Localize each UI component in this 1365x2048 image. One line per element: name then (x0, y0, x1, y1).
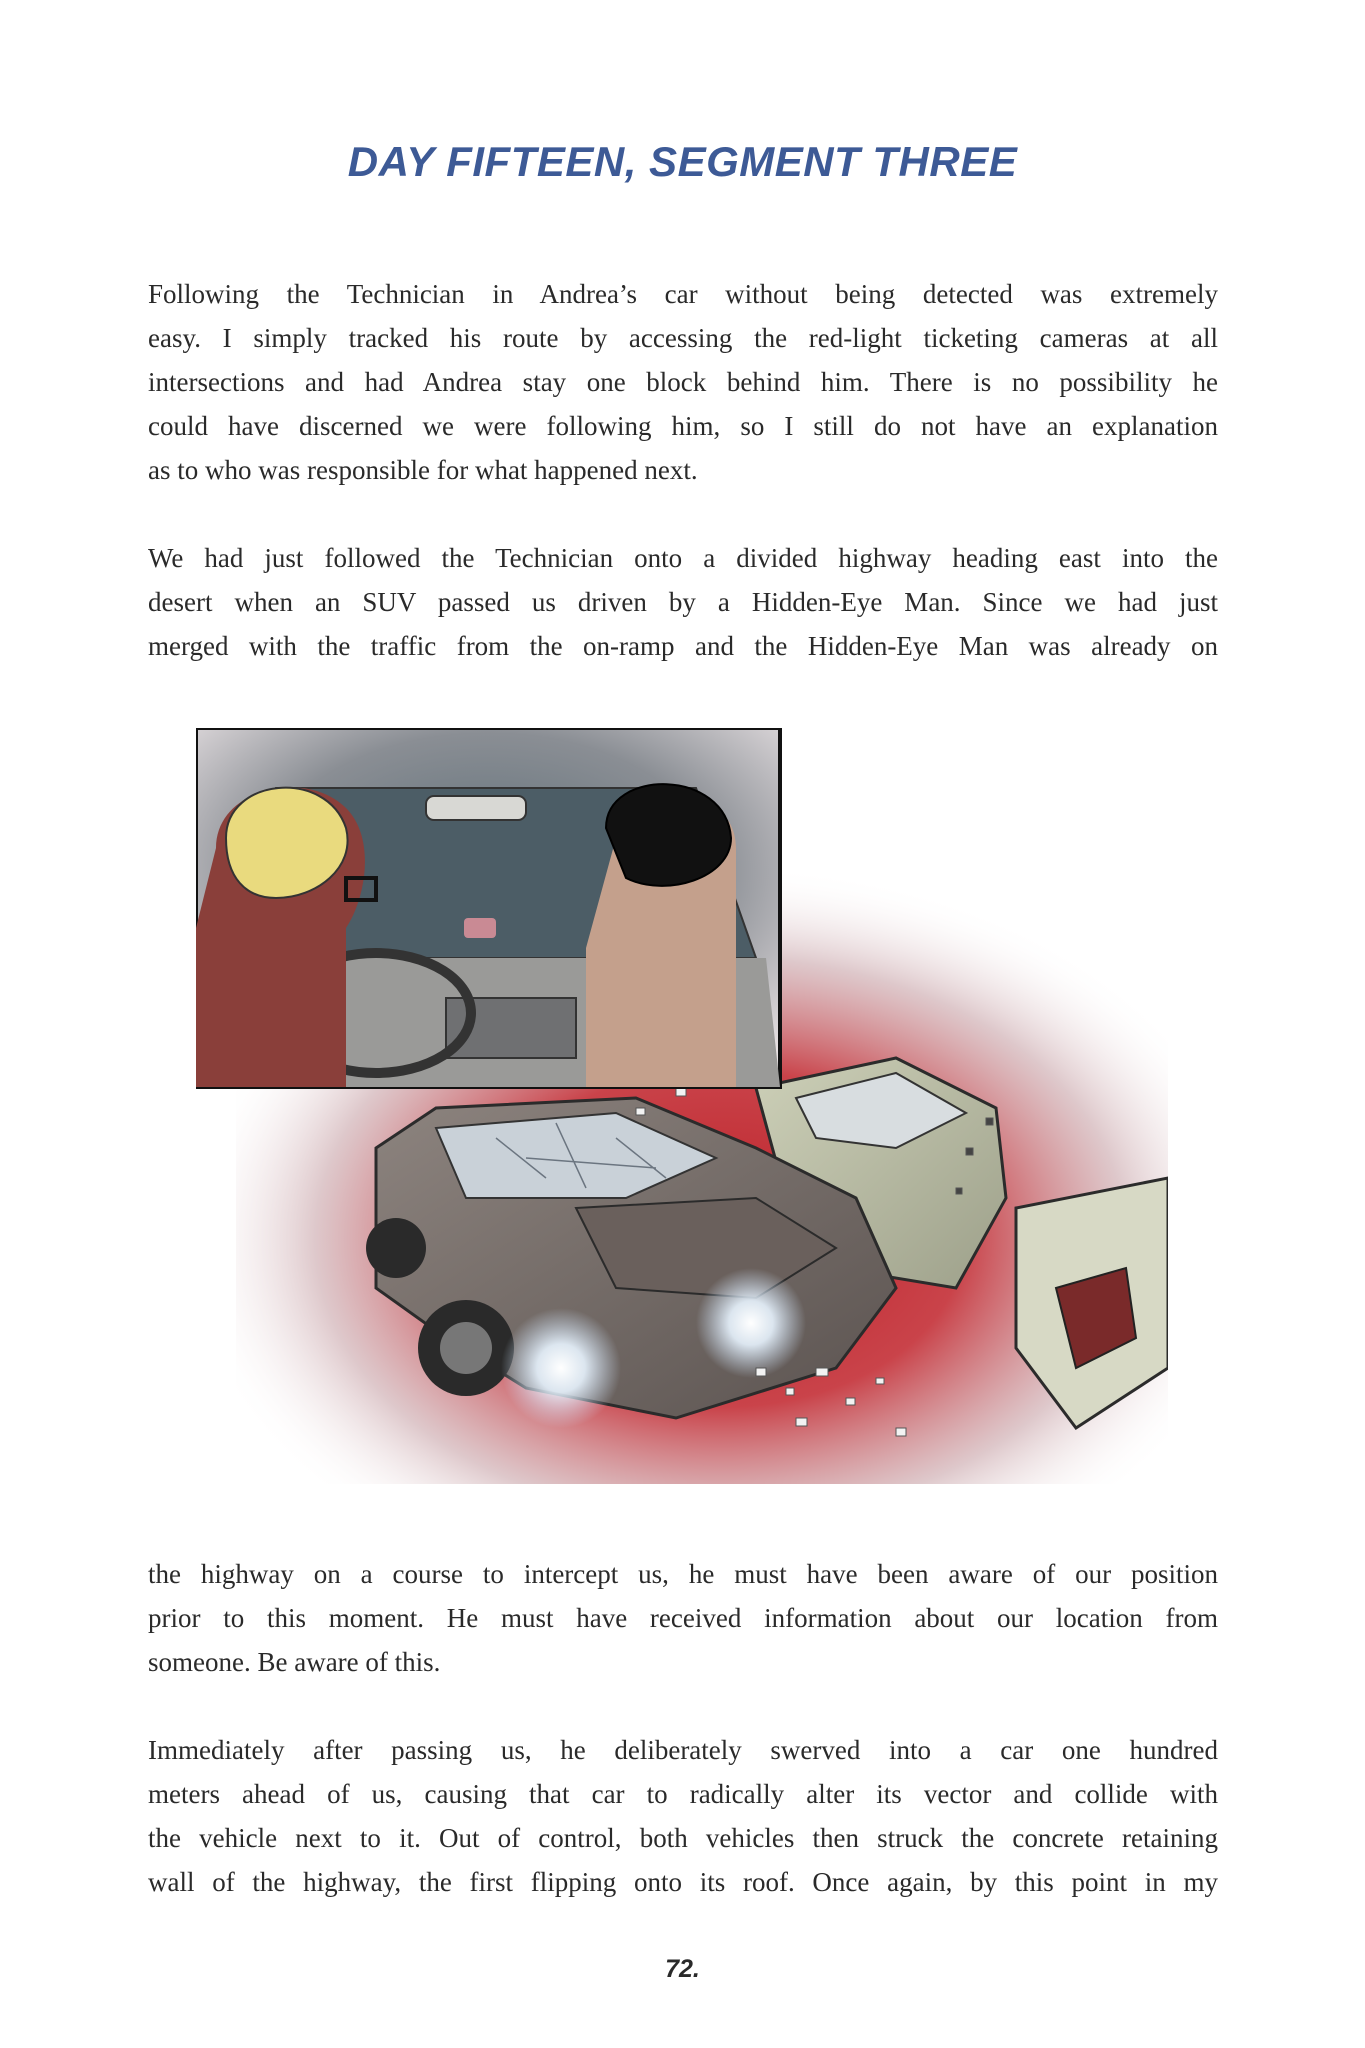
paragraph-1 (148, 272, 1218, 492)
text-line: the highway on a course to intercept us, he must have been aware of our position (148, 1559, 1218, 1589)
text-line: merged with the traffic from the on-ramp and the Hidden-Eye Man was already on (148, 631, 1218, 661)
text-line: easy. I simply tracked his route by accessing the red-light ticketing cameras at all (148, 323, 1218, 353)
paragraph-4 (148, 1728, 1218, 1904)
car-crash-illustration (196, 728, 1168, 1484)
text-line: We had just followed the Technician onto a divided highway heading east into the (148, 543, 1218, 573)
text-line: wall of the highway, the first flipping onto its roof. Once again, by this point in my (148, 1867, 1218, 1897)
text-line: Immediately after passing us, he deliberately swerved into a car one hundred (148, 1735, 1218, 1765)
car-interior-panel (196, 728, 780, 1087)
page-title: DAY FIFTEEN, SEGMENT THREE (347, 138, 1018, 185)
text-line: prior to this moment. He must have received information about our location from (148, 1603, 1218, 1633)
text-line: someone. Be aware of this. (148, 1647, 441, 1677)
paragraph-2 (148, 536, 1218, 668)
page-number: 72. (665, 1955, 700, 1983)
text-line: could have discerned we were following him, so I still do not have an explanation (148, 411, 1218, 441)
text-line: the vehicle next to it. Out of control, both vehicles then struck the concrete retaining (148, 1823, 1218, 1853)
text-line: as to who was responsible for what happened next. (148, 455, 698, 485)
text-line: desert when an SUV passed us driven by a Hidden-Eye Man. Since we had just (148, 587, 1218, 617)
text-line: meters ahead of us, causing that car to radically alter its vector and collide with (148, 1779, 1218, 1809)
text-line: intersections and had Andrea stay one block behind him. There is no possibility he (148, 367, 1218, 397)
text-line: Following the Technician in Andrea’s car without being detected was extremely (148, 279, 1218, 309)
paragraph-3 (148, 1552, 1218, 1684)
